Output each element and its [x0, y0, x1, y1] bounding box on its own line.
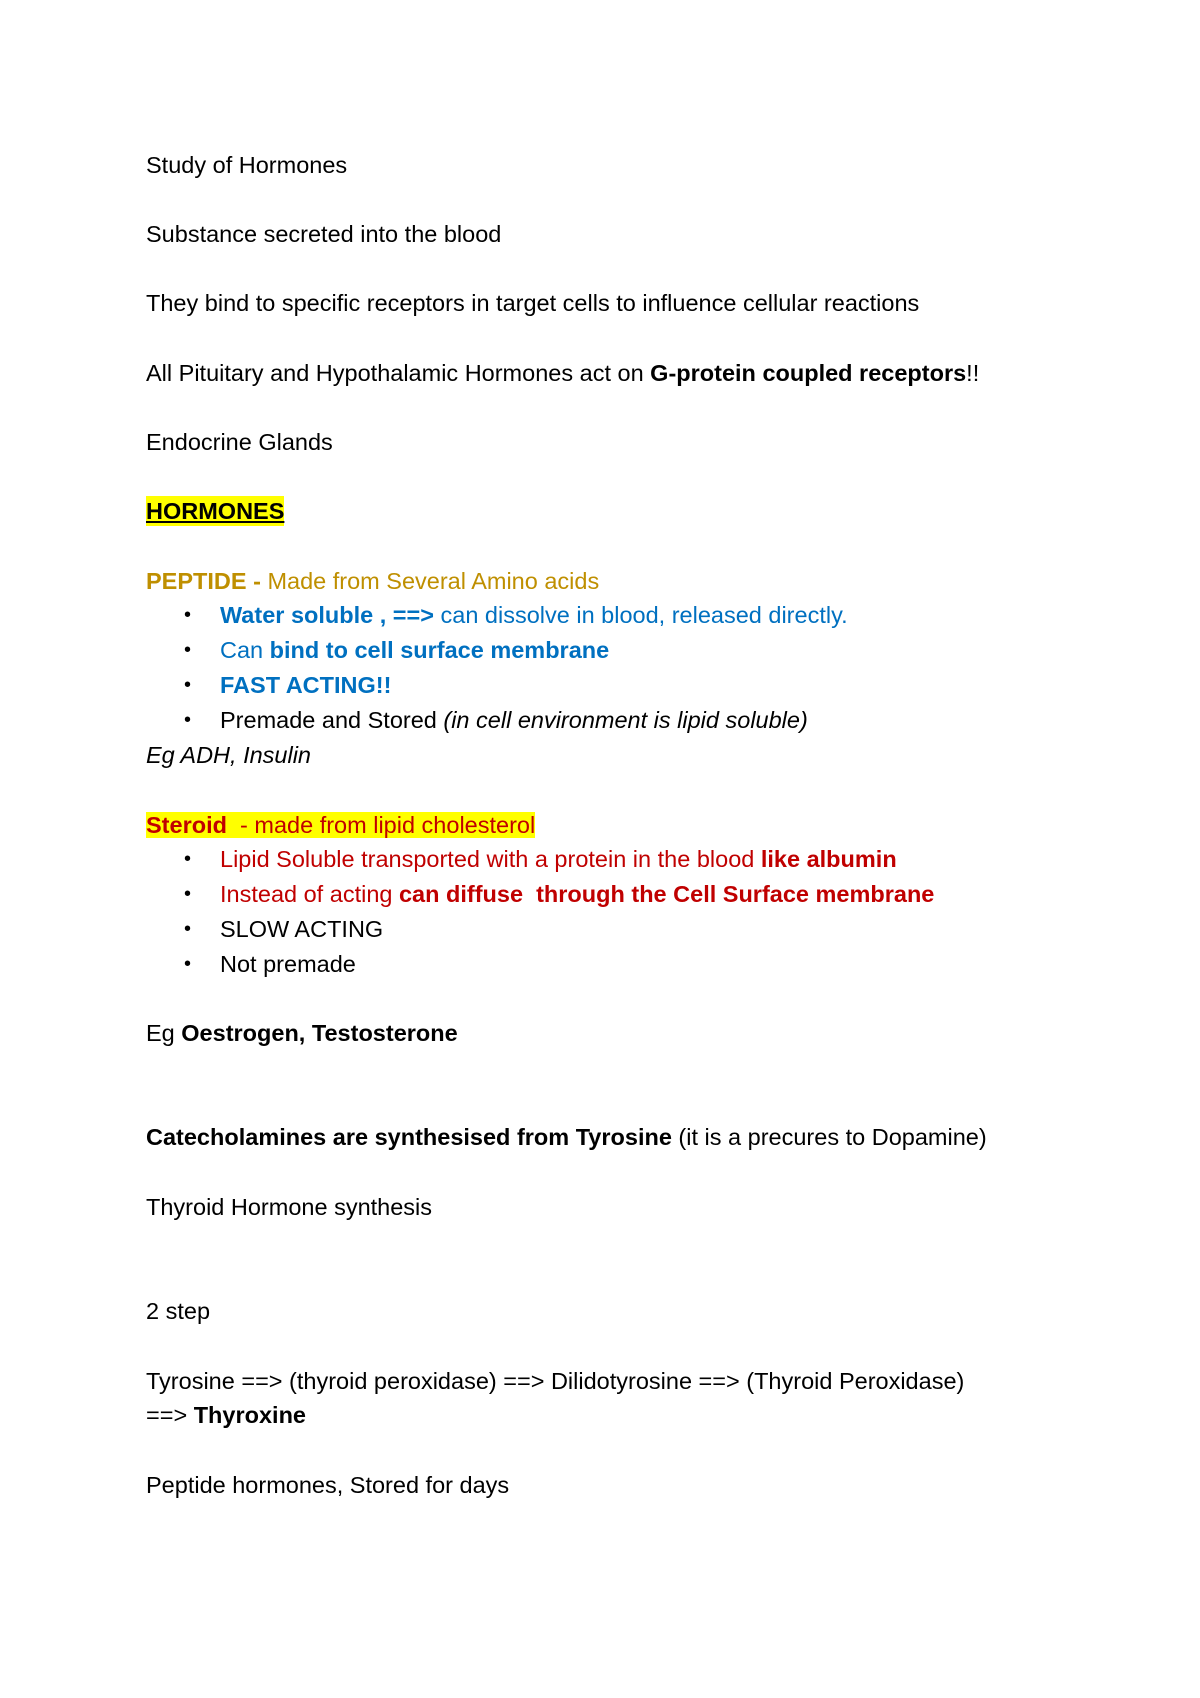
- bullet-icon: •: [184, 604, 192, 626]
- steroid-b2-bold: can diffuse through the Cell Surface membrane: [398, 881, 935, 907]
- steroid-title: Steroid: [146, 812, 227, 838]
- steroid-b1-a: Lipid Soluble transported with a protein in the blood: [220, 846, 761, 872]
- peptide-heading: [146, 566, 599, 596]
- heading-study-of-hormones: Study of Hormones: [146, 152, 348, 178]
- bullet-icon: •: [184, 848, 192, 870]
- steroid-b4: Not premade: [220, 951, 356, 977]
- text-two-step: 2 step: [146, 1298, 211, 1324]
- bullet-icon: •: [184, 674, 192, 696]
- peptide-b3: FAST ACTING!!: [220, 672, 392, 698]
- bullet-icon: •: [184, 953, 192, 975]
- peptide-title: PEPTIDE -: [146, 568, 268, 594]
- text-thyroid-synthesis: Thyroid Hormone synthesis: [146, 1194, 433, 1220]
- steroid-heading: [146, 810, 535, 840]
- bullet-icon: •: [184, 639, 192, 661]
- text-bind-receptors: They bind to specific receptors in target cells to influence cellular reactions: [146, 290, 920, 316]
- steroid-bullets: [146, 844, 934, 984]
- text-peptide-stored: Peptide hormones, Stored for days: [146, 1472, 510, 1498]
- peptide-b2-bold: bind to cell surface membrane: [269, 637, 610, 663]
- peptide-bullets: [146, 600, 848, 740]
- peptide-b1-bold: Water soluble , ==>: [220, 602, 434, 628]
- steroid-eg-bold: Oestrogen, Testosterone: [181, 1020, 458, 1046]
- steroid-eg-prefix: Eg: [146, 1020, 182, 1046]
- text-substance-secreted: Substance secreted into the blood: [146, 221, 502, 247]
- catecholamines-bold: Catecholamines are synthesised from Tyrosine: [146, 1124, 672, 1150]
- steroid-b2-a: Instead of acting: [220, 881, 399, 907]
- gpcr-text-a: All Pituitary and Hypothalamic Hormones act on: [146, 360, 651, 386]
- text-tyrosine-pathway: Tyrosine ==> (thyroid peroxidase) ==> Dilidotyrosine ==> (Thyroid Peroxidase): [146, 1368, 965, 1394]
- bullet-icon: •: [184, 918, 192, 940]
- list-item: [146, 705, 848, 740]
- thyroxine-arrow: ==>: [146, 1402, 194, 1428]
- list-item: [146, 844, 934, 879]
- steroid-b1-bold: like albumin: [760, 846, 897, 872]
- peptide-b1-rest: can dissolve in blood, released directly.: [433, 602, 848, 628]
- list-item: [146, 949, 934, 984]
- list-item: [146, 670, 848, 705]
- peptide-b2-a: Can: [220, 637, 270, 663]
- steroid-b3: SLOW ACTING: [220, 916, 384, 942]
- list-item: [146, 635, 848, 670]
- list-item: [146, 879, 934, 914]
- steroid-heading-highlight: [146, 812, 535, 838]
- heading-hormones: HORMONES: [146, 498, 285, 524]
- text-catecholamines: [146, 1122, 987, 1152]
- steroid-example: [146, 1018, 458, 1048]
- list-item: [146, 600, 848, 635]
- bullet-icon: •: [184, 709, 192, 731]
- peptide-b4-italic: (in cell environment is lipid soluble): [443, 707, 808, 733]
- catecholamines-rest: (it is a precures to Dopamine): [671, 1124, 987, 1150]
- bullet-icon: •: [184, 883, 192, 905]
- steroid-desc: - made from lipid cholesterol: [226, 812, 536, 838]
- thyroxine-bold: Thyroxine: [193, 1402, 307, 1428]
- text-thyroxine: [146, 1400, 306, 1430]
- gpcr-text-bold: G-protein coupled receptors: [650, 360, 967, 386]
- peptide-desc: Made from Several Amino acids: [267, 568, 600, 594]
- list-item: [146, 914, 934, 949]
- peptide-b4-a: Premade and Stored: [220, 707, 444, 733]
- gpcr-text-c: !!: [966, 360, 980, 386]
- text-gpcr: [146, 358, 979, 388]
- text-endocrine-glands: Endocrine Glands: [146, 429, 333, 455]
- peptide-example: Eg ADH, Insulin: [146, 742, 312, 768]
